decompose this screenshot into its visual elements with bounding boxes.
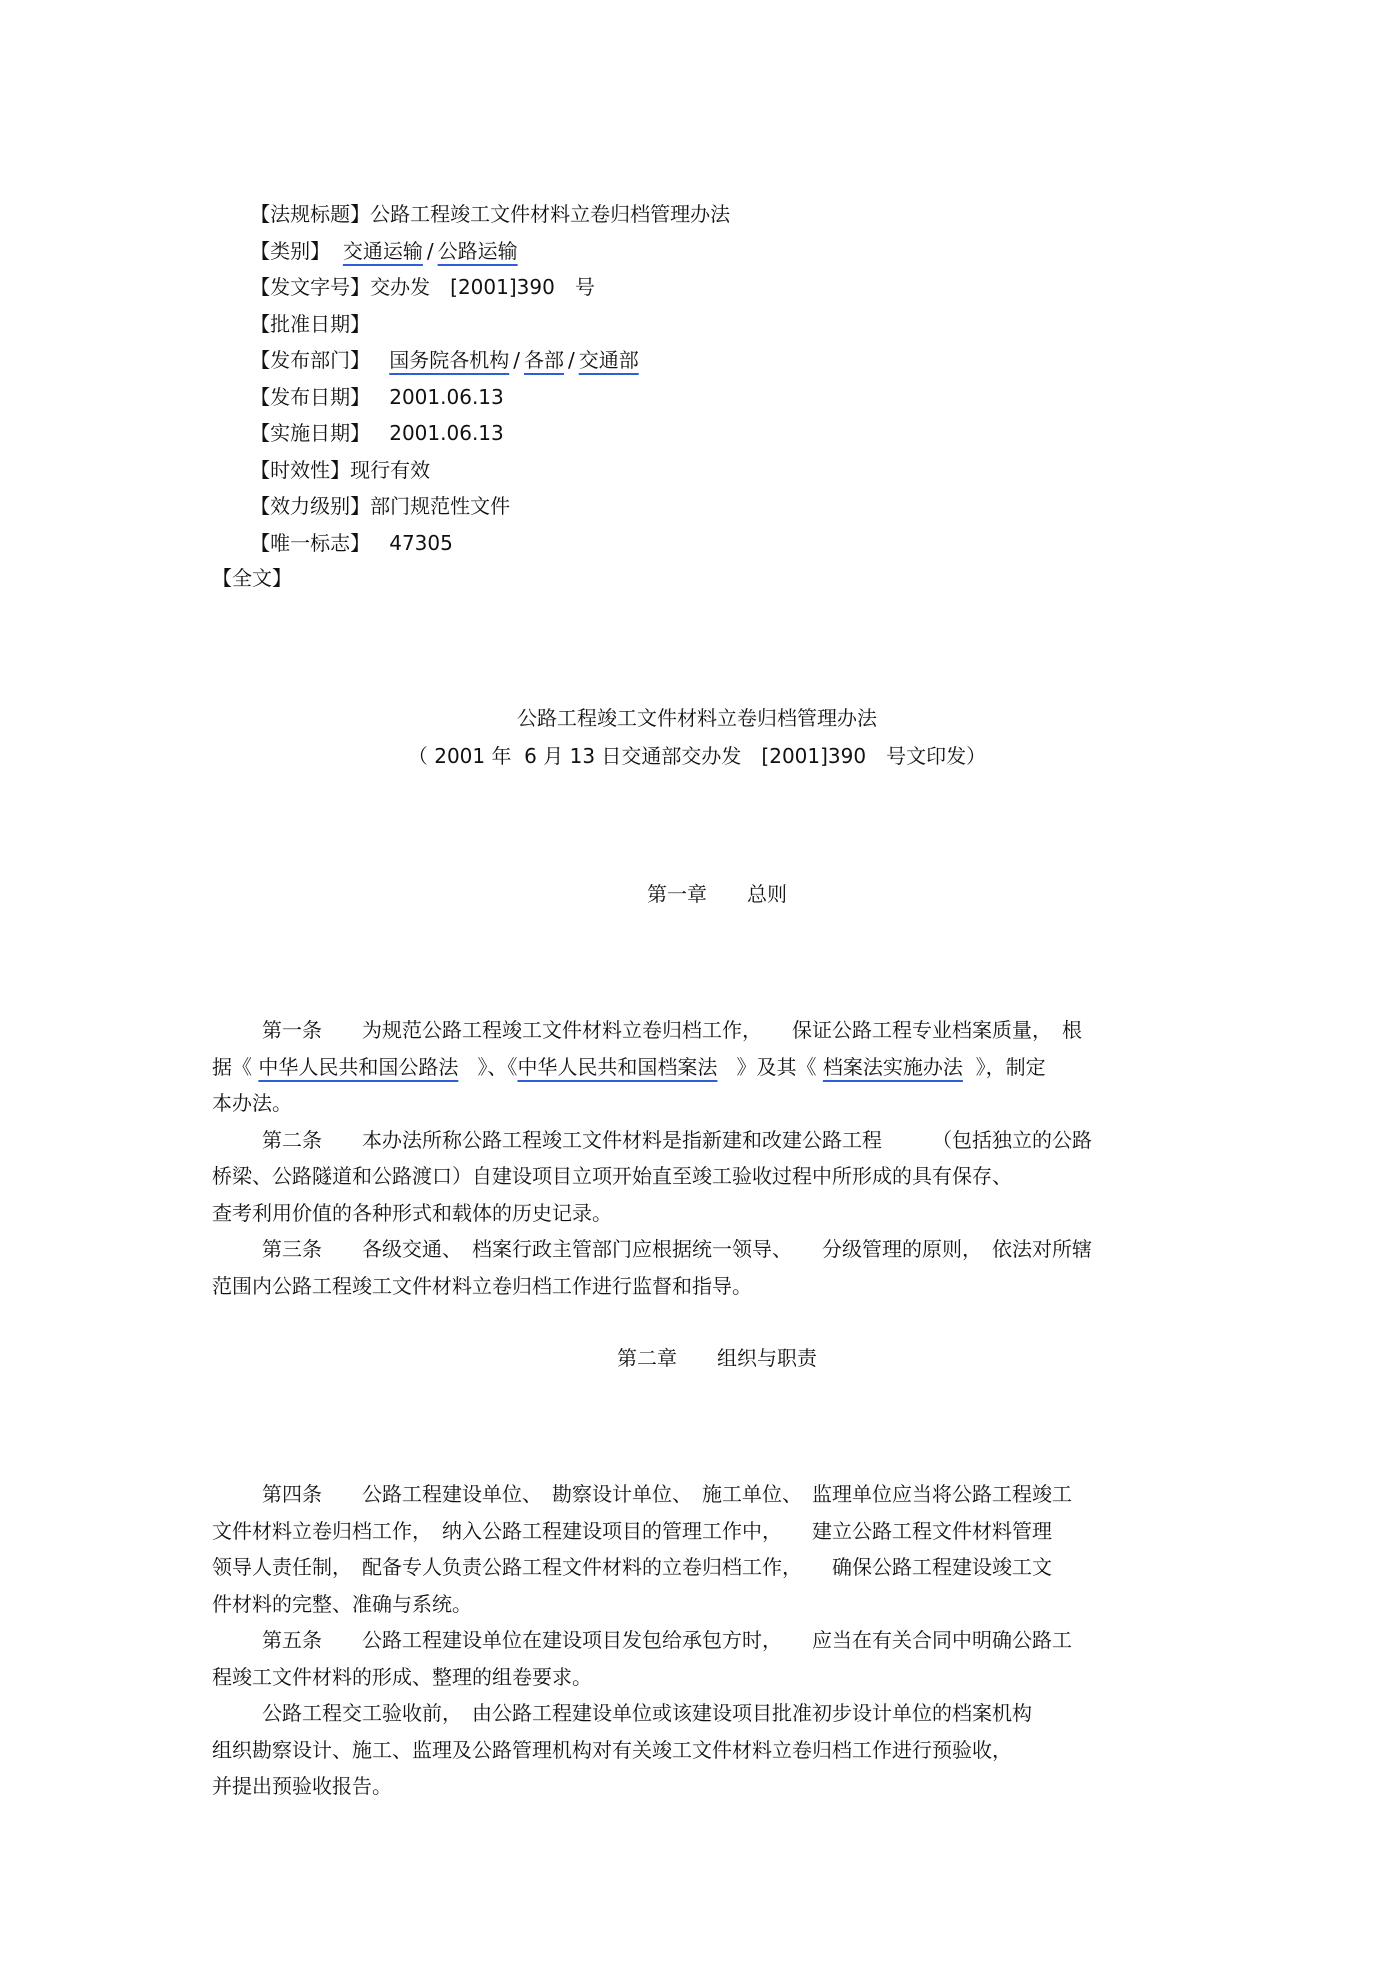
text-fragment: 据《 (212, 1054, 252, 1079)
meta-title-row (212, 160, 731, 226)
meta-label: 【发布部门】 (250, 348, 371, 372)
separator: / (567, 348, 575, 372)
article-line: 程竣工文件材料的形成、整理的组卷要求。 (212, 1664, 592, 1689)
category-link-highway[interactable]: 公路运输 (437, 238, 518, 263)
article-line: 范围内公路工程竣工文件材料立卷归档工作进行监督和指导。 (212, 1273, 752, 1298)
meta-value: 交办发 [2001]390 号 (370, 275, 595, 299)
article-line: 第四条 公路工程建设单位、 勘察设计单位、 施工单位、 监理单位应当将公路工程竣工 (262, 1482, 1072, 1506)
meta-label: 【唯一标志】 (250, 530, 371, 555)
document-subtitle: （ 2001 年 6 月 13 日交通部交办发 [2001]390 号文印发） (407, 744, 987, 768)
article-line: 第一条 为规范公路工程竣工文件材料立卷归档工作， 保证公路工程专业档案质量， 根 (262, 1018, 1082, 1042)
meta-value: 2001.06.13 (389, 384, 504, 409)
category-link-transport[interactable]: 交通运输 (342, 238, 423, 263)
meta-label: 【发布日期】 (250, 384, 371, 409)
article-line: 文件材料立卷归档工作， 纳入公路工程建设项目的管理工作中， 建立公路工程文件材料管理 (212, 1518, 1052, 1543)
meta-label: 【发文字号】 (250, 275, 371, 299)
meta-value: 部门规范性文件 (370, 494, 511, 518)
article-line: 第五条 公路工程建设单位在建设项目发包给承包方时， 应当在有关合同中明确公路工 (262, 1628, 1072, 1652)
article-line: 查考利用价值的各种形式和载体的历史记录。 (212, 1200, 612, 1225)
dept-link-ministries[interactable]: 各部 (523, 348, 564, 372)
chapter2-body (212, 1476, 1187, 1805)
article-line: 本办法。 (212, 1091, 292, 1115)
metadata-block (212, 160, 731, 555)
article-line: 桥梁、公路隧道和公路渡口）自建设项目立项开始直至竣工验收过程中所形成的具有保存、 (212, 1164, 1012, 1188)
meta-label: 【批准日期】 (250, 311, 371, 336)
article-line: 组织勘察设计、施工、监理及公路管理机构对有关竣工文件材料立卷归档工作进行预验收， (212, 1737, 1012, 1762)
article-line: 并提出预验收报告。 (212, 1774, 392, 1798)
dept-link-state-council[interactable]: 国务院各机构 (389, 348, 510, 372)
meta-label: 【类别】 (250, 238, 331, 263)
meta-label: 【实施日期】 (250, 421, 371, 445)
article-line (212, 1049, 1187, 1086)
law-link-highway-law[interactable]: 中华人民共和国公路法 (258, 1054, 459, 1079)
meta-value: 2001.06.13 (389, 421, 504, 445)
law-link-archives-law[interactable]: 中华人民共和国档案法 (517, 1054, 718, 1079)
chapter-heading: 第二章 组织与职责 (617, 1346, 817, 1370)
fulltext-label: 【全文】 (212, 566, 292, 590)
article-line: 件材料的完整、准确与系统。 (212, 1591, 472, 1616)
article-line: 领导人责任制， 配备专人负责公路工程文件材料的立卷归档工作， 确保公路工程建设竣工文 (212, 1555, 1052, 1579)
meta-label: 【效力级别】 (250, 494, 371, 518)
text-fragment: 》及其《 (736, 1054, 817, 1079)
meta-label: 【时效性】 (250, 457, 351, 482)
document-title: 公路工程竣工文件材料立卷归档管理办法 (517, 706, 877, 730)
chapter-heading: 第一章 总则 (647, 882, 787, 906)
meta-value: 47305 (389, 530, 453, 555)
law-link-archives-implementation[interactable]: 档案法实施办法 (822, 1054, 963, 1079)
separator: / (426, 238, 434, 263)
meta-label: 【法规标题】 (250, 202, 371, 226)
text-fragment: 》，制定 (975, 1054, 1046, 1079)
article-line: 第二条 本办法所称公路工程竣工文件材料是指新建和改建公路工程 （包括独立的公路 (262, 1127, 1092, 1152)
chapter1-body (212, 1012, 1187, 1304)
text-fragment: 》、《 (477, 1054, 518, 1079)
separator: / (513, 348, 520, 372)
article-line: 第三条 各级交通、 档案行政主管部门应根据统一领导、 分级管理的原则， 依法对所辖 (262, 1237, 1092, 1261)
dept-link-transport-ministry[interactable]: 交通部 (578, 348, 639, 372)
meta-value: 现行有效 (350, 457, 431, 482)
article-line: 公路工程交工验收前， 由公路工程建设单位或该建设项目批准初步设计单位的档案机构 (262, 1701, 1032, 1725)
meta-value: 公路工程竣工文件材料立卷归档管理办法 (370, 202, 731, 226)
